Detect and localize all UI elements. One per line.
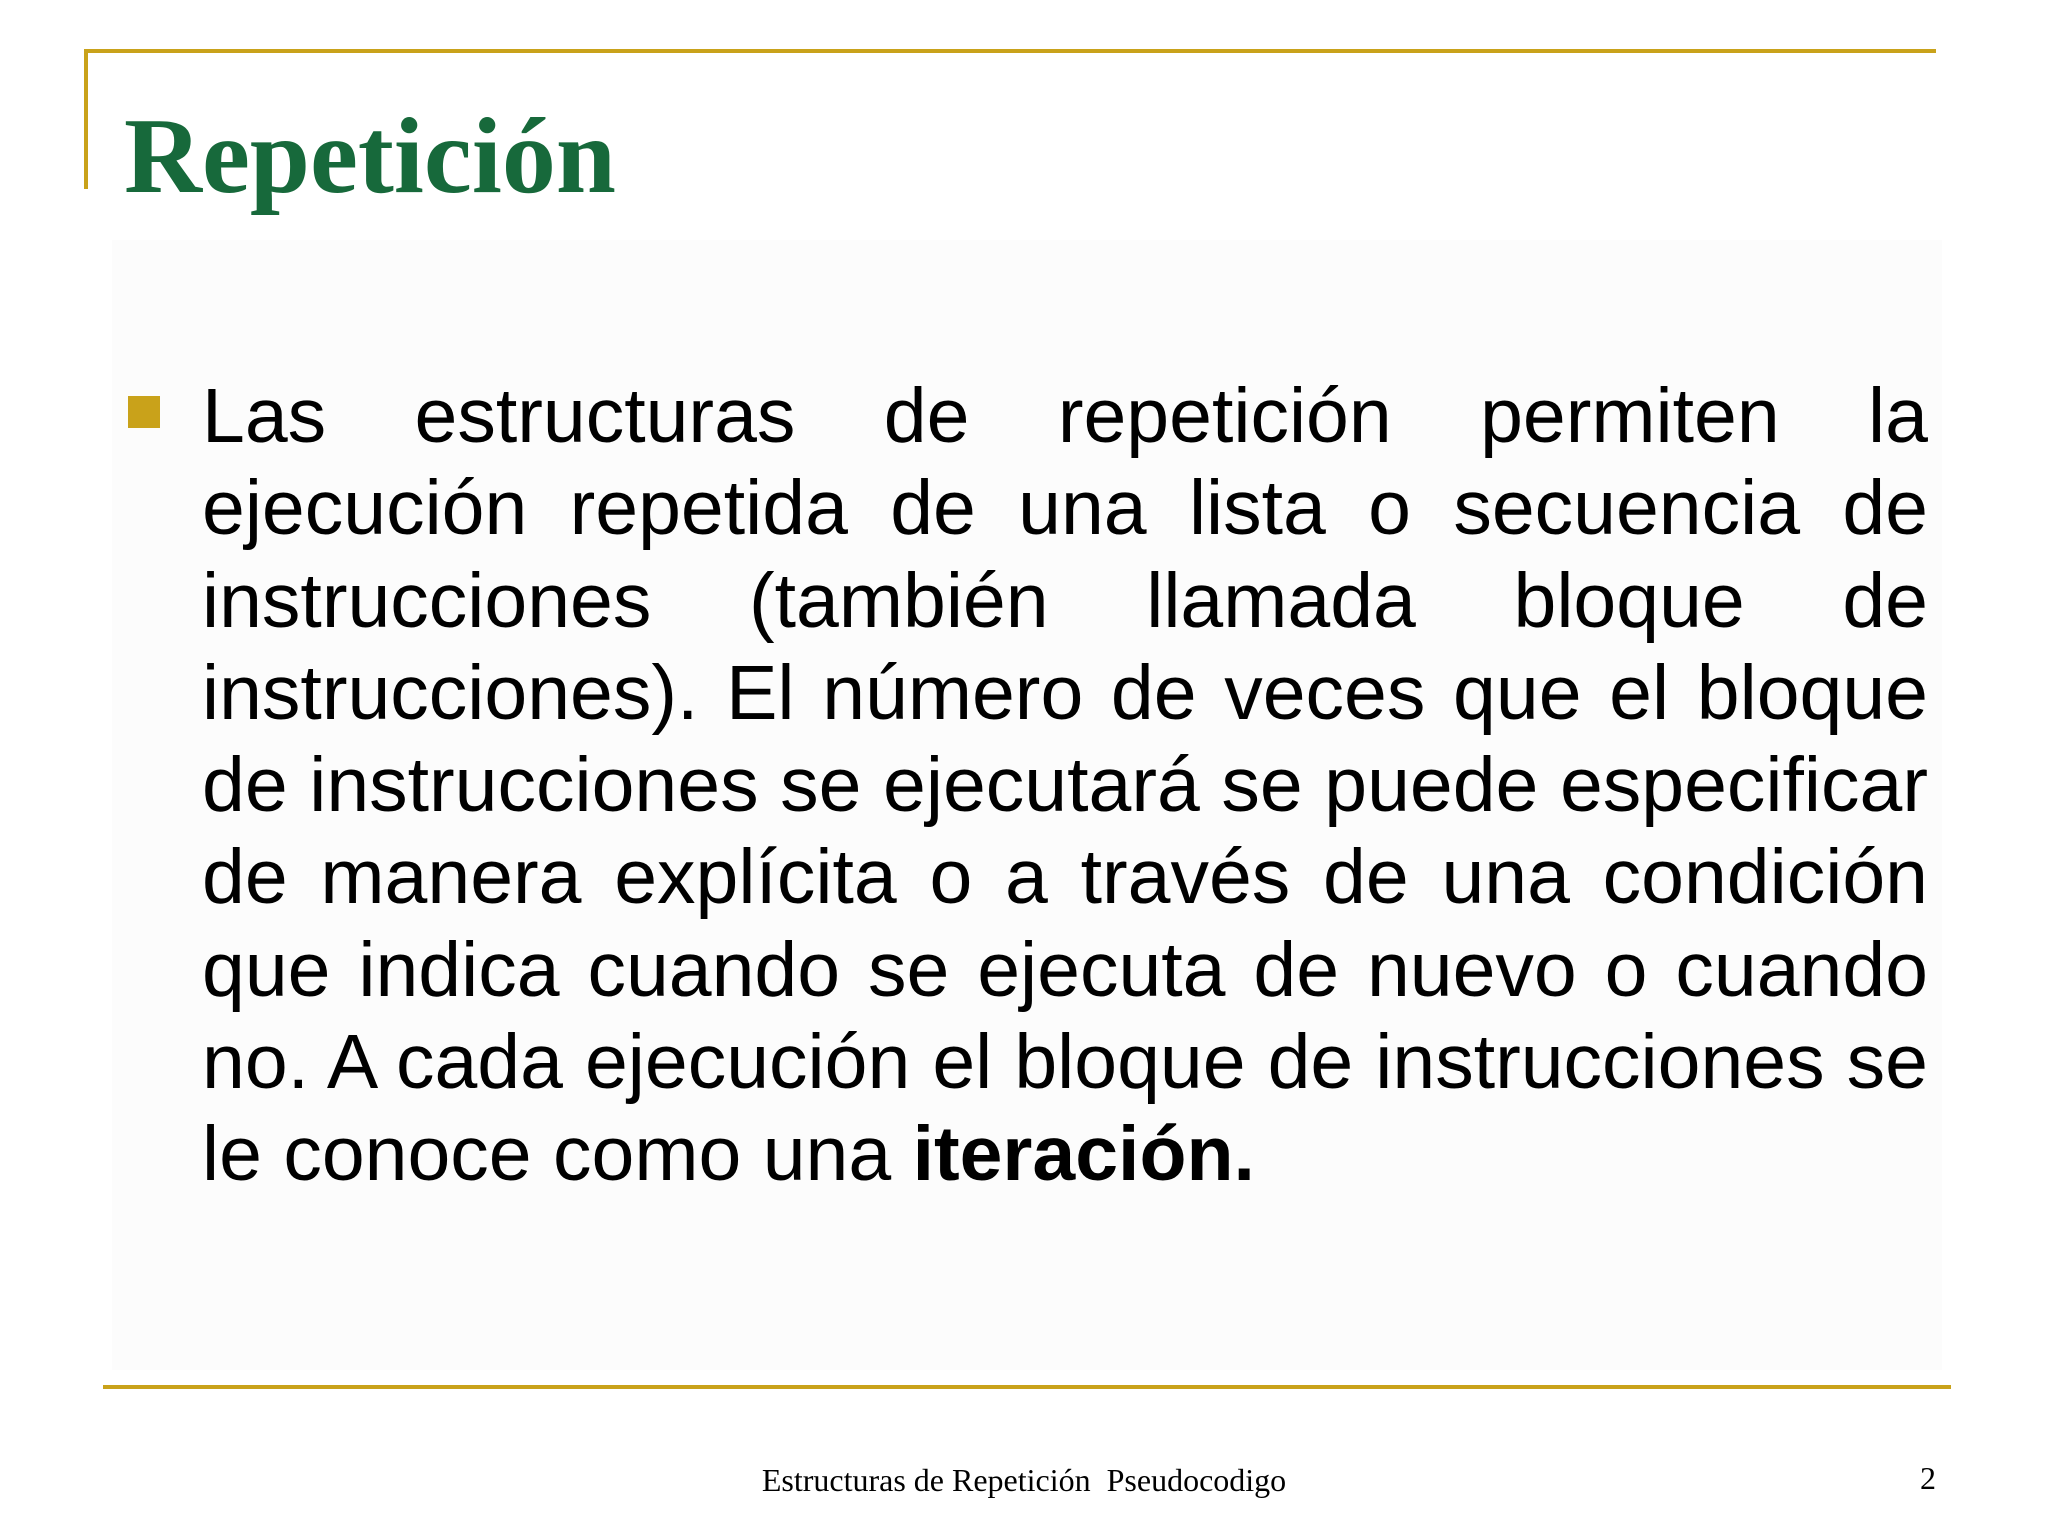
bottom-border-line	[103, 1385, 1951, 1389]
bullet-text: Las estructuras de repetición permiten la ejecución repetida de una lista o secuencia de instrucciones (también llamada bloque de instrucciones). El número de veces que el bloque de instrucciones se ejecutará se puede especificar de manera explícita o a través de una condición que indica cuando se ejecuta de nuevo o cuando no. A cada ejecución el bloque de instrucciones se le conoce como una	[202, 373, 1928, 1198]
footer-title: Estructuras de Repetición Pseudocodigo	[761, 1462, 1287, 1498]
page-number: 2	[1920, 1460, 1936, 1496]
bullet-paragraph	[202, 370, 1928, 1201]
emphasis-term: iteración.	[912, 1111, 1255, 1198]
left-border-line	[84, 49, 88, 189]
slide-title: Repetición	[124, 97, 616, 216]
square-bullet-icon	[128, 396, 160, 428]
top-border-line	[84, 49, 1936, 53]
